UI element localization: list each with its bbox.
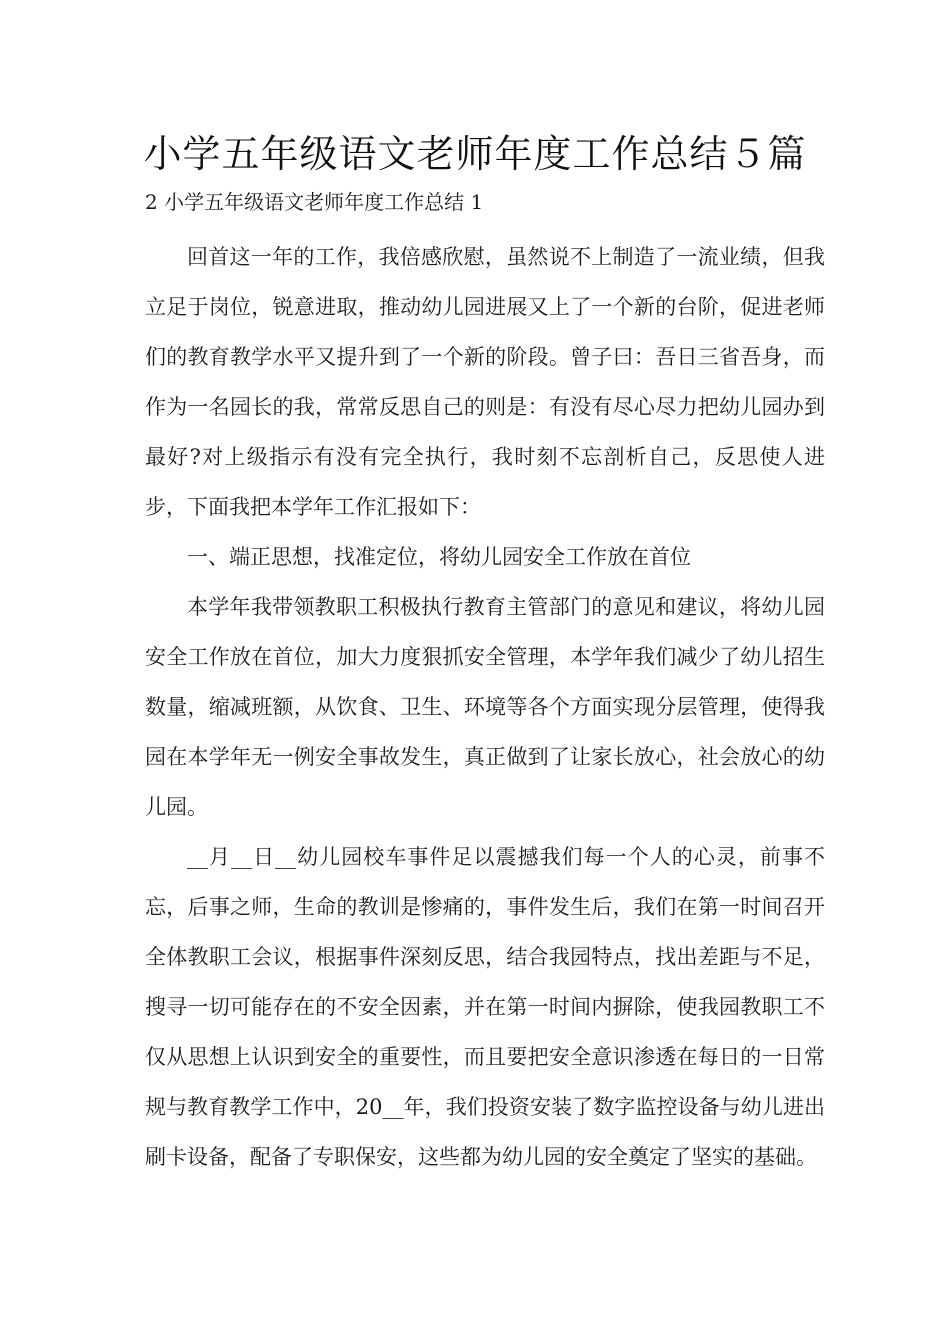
document-body [145, 232, 825, 1182]
section-heading-1: 一、端正思想，找准定位，将幼儿园安全工作放在首位 [187, 545, 691, 569]
document-subtitle: 2 小学五年级语文老师年度工作总结 1 [145, 190, 484, 214]
paragraph-intro: 回首这一年的工作，我倍感欣慰，虽然说不上制造了一流业绩，但我立足于岗位，锐意进取，推动幼儿园进展又上了一个新的台阶，促进老师们的教育教学水平又提升到了一个新的阶段。曾子曰：吾日三省吾身，而作为一名园长的我，常常反思自己的则是：有没有尽心尽力把幼儿园办到最好?对上级指示有没有完全执行，我时刻不忘剖析自己，反思使人进步，下面我把本学年工作汇报如下： [145, 245, 825, 519]
document-title: 小学五年级语文老师年度工作总结５篇 [143, 132, 807, 176]
paragraph-safety: 本学年我带领教职工积极执行教育主管部门的意见和建议，将幼儿园安全工作放在首位，加大力度狠抓安全管理，本学年我们减少了幼儿招生数量，缩减班额，从饮食、卫生、环境等各个方面实现分层管理，使得我园在本学年无一例安全事故发生，真正做到了让家长放心，社会放心的幼儿园。 [145, 595, 825, 819]
paragraph-school-bus: __月__日__幼儿园校车事件足以震撼我们每一个人的心灵，前事不忘，后事之师，生命的教训是惨痛的，事件发生后，我们在第一时间召开全体教职工会议，根据事件深刻反思，结合我园特点，找出差距与不足，搜寻一切可能存在的不安全因素，并在第一时间内摒除，使我园教职工不仅从思想上认识到安全的重要性，而且要把安全意识渗透在每日的一日常规与教育教学工作中，20__年，我们投资安装了数字监控设备与幼儿进出刷卡设备，配备了专职保安，这些都为幼儿园的安全奠定了坚实的基础。 [145, 845, 825, 1169]
